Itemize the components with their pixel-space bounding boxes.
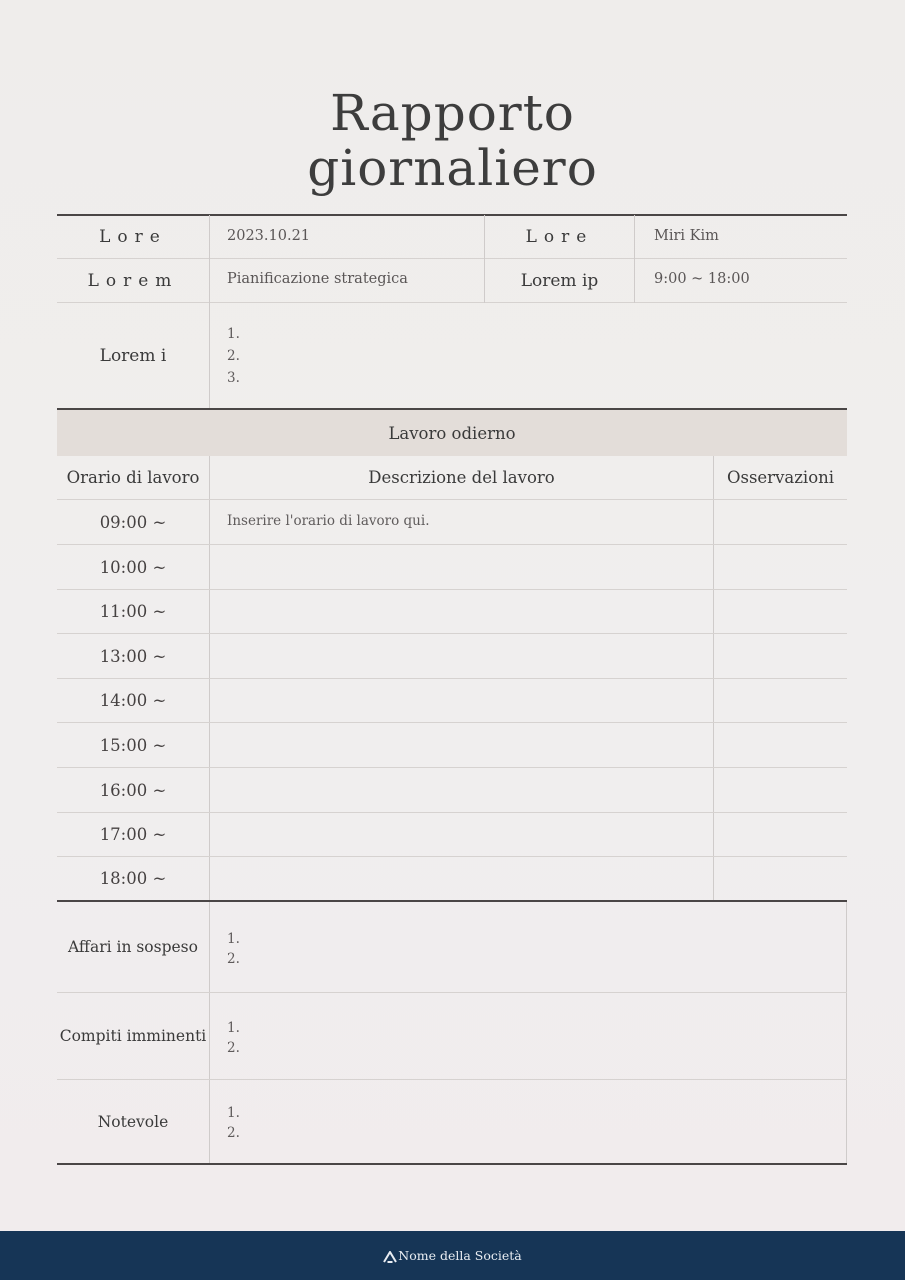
column-header-notes: Osservazioni xyxy=(726,468,835,487)
extras-list-pending[interactable] xyxy=(227,929,240,969)
list-item: 2. xyxy=(227,951,240,967)
divider xyxy=(209,215,210,409)
divider xyxy=(634,215,635,303)
column-header-time: Orario di lavoro xyxy=(66,468,200,487)
extras-list-notable[interactable] xyxy=(227,1103,240,1143)
list-item: 1. xyxy=(227,931,240,947)
info-label-hours: Lorem ip xyxy=(520,270,599,291)
time-cell: 13:00 ~ xyxy=(99,646,167,666)
divider xyxy=(57,1163,847,1165)
divider xyxy=(209,456,210,902)
list-item: 1. xyxy=(227,1105,240,1121)
info-value-date[interactable]: 2023.10.21 xyxy=(227,228,311,244)
divider xyxy=(846,902,847,1164)
info-label-date: Lore xyxy=(99,227,167,247)
info-goals-list[interactable] xyxy=(227,323,240,389)
time-cell: 09:00 ~ xyxy=(99,512,167,532)
info-label-goals: Lorem i xyxy=(99,346,167,366)
footer xyxy=(0,1231,905,1280)
extras-label-notable: Notevole xyxy=(97,1112,169,1131)
divider xyxy=(209,902,210,1164)
column-header-description: Descrizione del lavoro xyxy=(368,468,555,487)
list-item: 2. xyxy=(227,348,240,364)
info-label-name: Lore xyxy=(525,227,594,247)
section-title-work: Lavoro odierno xyxy=(57,410,847,456)
time-cell: 11:00 ~ xyxy=(99,602,167,621)
list-item: 1. xyxy=(227,326,240,342)
company-name: Nome della Società xyxy=(398,1248,522,1263)
extras-label-upcoming: Compiti imminenti xyxy=(59,1027,207,1045)
time-cell: 17:00 ~ xyxy=(99,825,167,844)
description-cell[interactable]: Inserire l'orario di lavoro qui. xyxy=(227,513,430,529)
info-label-department: Lorem xyxy=(87,270,179,291)
extras-list-upcoming[interactable] xyxy=(227,1018,240,1058)
extras-label-pending: Affari in sospeso xyxy=(68,938,198,956)
list-item: 1. xyxy=(227,1020,240,1036)
time-cell: 14:00 ~ xyxy=(99,691,167,710)
info-value-name[interactable]: Miri Kim xyxy=(654,228,719,244)
list-item: 2. xyxy=(227,1125,240,1141)
list-item: 3. xyxy=(227,370,240,386)
time-cell: 16:00 ~ xyxy=(99,780,167,800)
time-cell: 10:00 ~ xyxy=(99,557,167,577)
info-value-department[interactable]: Pianificazione strategica xyxy=(227,271,408,287)
time-cell: 15:00 ~ xyxy=(99,735,167,755)
company-logo-icon xyxy=(383,1251,397,1263)
list-item: 2. xyxy=(227,1040,240,1056)
page-title-line1: Rapporto xyxy=(330,84,575,142)
time-cell: 18:00 ~ xyxy=(99,869,167,888)
info-value-hours[interactable]: 9:00 ~ 18:00 xyxy=(654,271,750,287)
page-title-line2: giornaliero xyxy=(307,139,598,197)
divider xyxy=(713,456,714,902)
page-title xyxy=(0,86,905,196)
